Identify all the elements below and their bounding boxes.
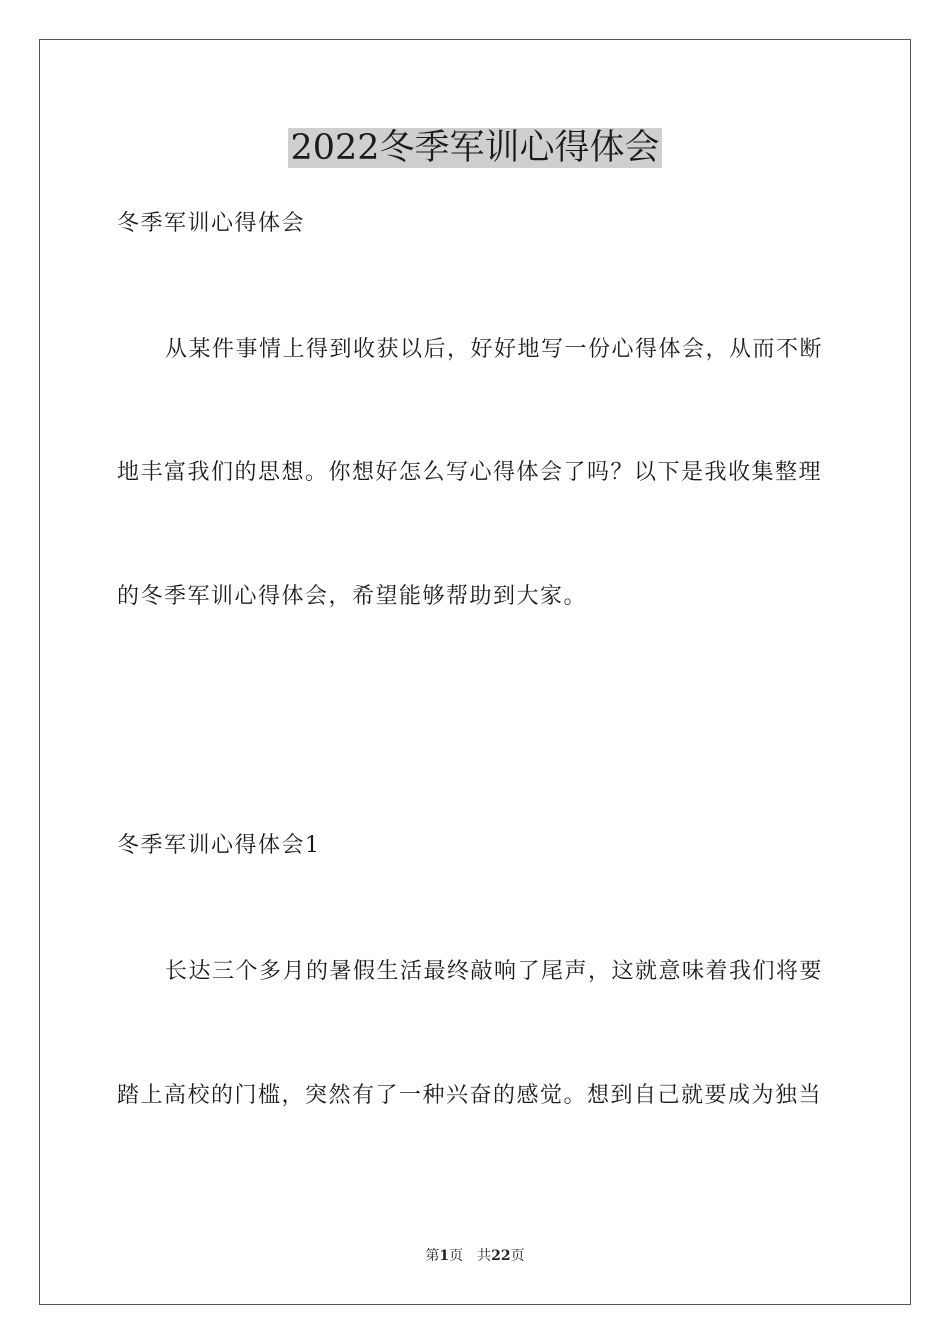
intro-paragraph-line-1: 从某件事情上得到收获以后，好好地写一份心得体会，从而不断	[165, 337, 824, 362]
footer-page-mid: 页 共	[449, 1248, 492, 1264]
footer-page-total: 22	[491, 1248, 511, 1264]
section-paragraph-line-1: 长达三个多月的暑假生活最终敲响了尾声，这就意味着我们将要	[165, 959, 824, 984]
section-heading: 冬季军训心得体会1	[117, 833, 321, 858]
document-title	[0, 124, 950, 172]
footer-page-suffix: 页	[510, 1248, 525, 1264]
document-subtitle: 冬季军训心得体会	[117, 211, 306, 236]
page-footer	[0, 1246, 950, 1266]
footer-page-prefix: 第	[425, 1248, 440, 1264]
footer-page-number: 1	[439, 1248, 450, 1264]
intro-paragraph-line-2: 地丰富我们的思想。你想好怎么写心得体会了吗？以下是我收集整理	[117, 460, 823, 485]
document-title-text: 2022冬季军训心得体会	[290, 128, 660, 168]
section-paragraph-line-2: 踏上高校的门槛，突然有了一种兴奋的感觉。想到自己就要成为独当	[117, 1083, 823, 1108]
intro-paragraph-line-3: 的冬季军训心得体会，希望能够帮助到大家。	[117, 584, 588, 609]
